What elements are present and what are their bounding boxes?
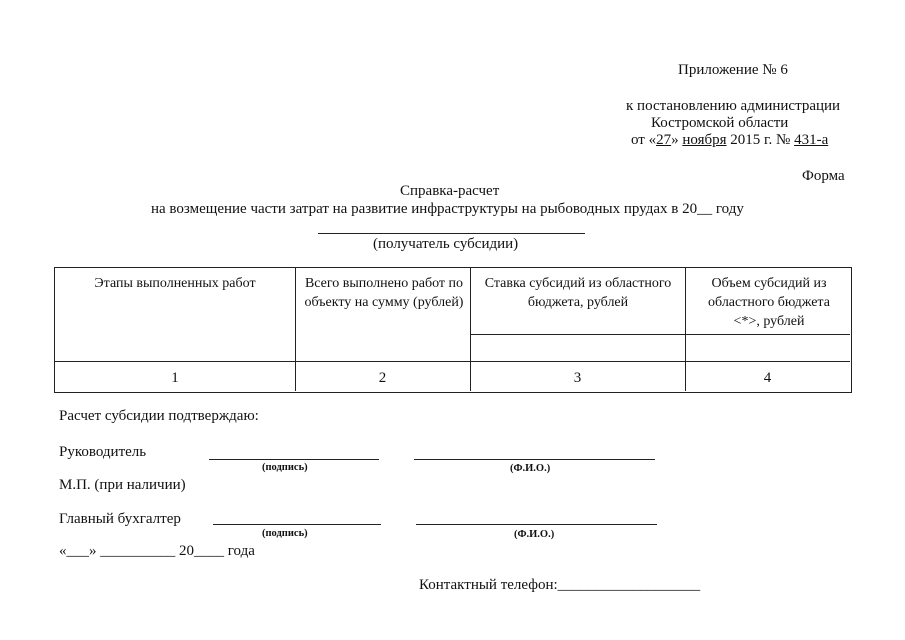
head-name-caption: (Ф.И.О.) — [510, 463, 551, 474]
stamp-label: М.П. (при наличии) — [59, 477, 186, 493]
column-header-volume: Объем субсидий из областного бюджета <*>, рублей — [708, 276, 830, 329]
accountant-signature-line — [213, 524, 381, 525]
column-number: 2 — [378, 370, 387, 386]
document-subtitle: на возмещение части затрат на развитие инфраструктуры на рыбоводных прудах в 20__ году — [151, 201, 744, 217]
column-header-stages: Этапы выполненных работ — [94, 276, 256, 291]
column-number: 3 — [573, 370, 582, 386]
contact-phone: Контактный телефон:___________________ — [419, 577, 701, 593]
head-label: Руководитель — [59, 444, 147, 460]
document-title: Справка-расчет — [400, 183, 500, 199]
date-line: «___» __________ 20____ года — [59, 543, 255, 559]
date-prefix: от « — [631, 132, 657, 148]
head-signature-caption: (подпись) — [262, 462, 308, 473]
date-day: 27 — [656, 132, 672, 148]
resolution-line: к постановлению администрации — [626, 98, 841, 114]
head-name-line — [414, 459, 655, 460]
date-month: ноября — [682, 132, 727, 148]
table-row-divider — [55, 361, 850, 362]
resolution-number: 431-а — [794, 132, 829, 148]
column-header-rate: Ставка субсидий из областного бюджета, рублей — [484, 276, 672, 310]
calculation-table — [54, 267, 852, 393]
region-line: Костромской области — [651, 115, 789, 131]
confirmation-text: Расчет субсидии подтверждаю: — [59, 408, 259, 424]
column-number: 4 — [763, 370, 772, 386]
accountant-label: Главный бухгалтер — [59, 511, 181, 527]
resolution-date — [631, 132, 828, 149]
column-header-total: Всего выполнено работ по объекту на сумму (рублей) — [304, 276, 464, 310]
accountant-signature-caption: (подпись) — [262, 528, 308, 539]
date-mid: » — [671, 132, 683, 148]
accountant-name-caption: (Ф.И.О.) — [514, 529, 555, 540]
date-year: 2015 г. № — [726, 132, 795, 148]
recipient-caption: (получатель субсидии) — [373, 236, 519, 252]
recipient-line — [318, 233, 585, 234]
accountant-name-line — [416, 524, 657, 525]
appendix-number: Приложение № 6 — [678, 62, 788, 78]
column-number: 1 — [171, 370, 179, 386]
table-subrow-divider — [470, 334, 850, 335]
head-signature-line — [209, 459, 379, 460]
form-label: Форма — [802, 168, 845, 184]
